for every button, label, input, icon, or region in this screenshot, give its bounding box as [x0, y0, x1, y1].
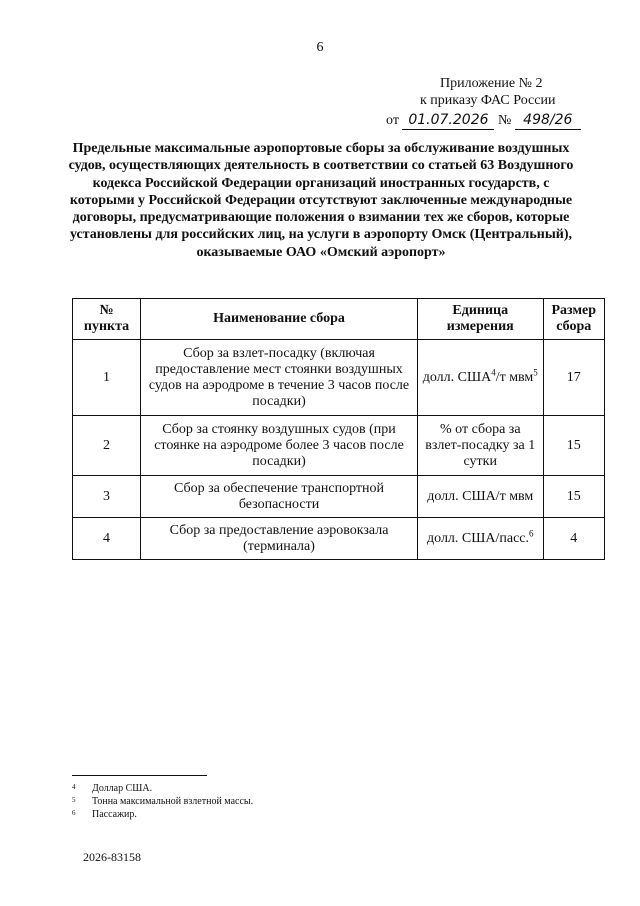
- from-label: от: [386, 113, 399, 128]
- document-title: Предельные максимальные аэропортовые сборы за обслуживание воздушных судов, осуществляющих деятельность в соответствии со статьей 63 Воздушного кодекса Российской Федерации организаций иностранных государств, с которыми у Российской Федерации отсутствуют заключенные международные договоры, предусматривающие положения о взимании тех же сборов, которые установлены для российских лиц, на услуги в аэропорту Омск (Центральный), оказываемые ОАО «Омский аэропорт»: [68, 141, 574, 260]
- table-header-row: [73, 299, 605, 340]
- header-name: Наименование сбора: [141, 299, 418, 340]
- table-row: [73, 518, 605, 560]
- cell-size: 17: [543, 340, 604, 416]
- header-num: № пункта: [73, 299, 141, 340]
- cell-name: Сбор за предоставление аэровокзала (терминала): [141, 518, 418, 560]
- cell-num: 2: [73, 416, 141, 476]
- appendix-date-number: [386, 112, 586, 130]
- appendix-order-ref: к приказу ФАС России: [420, 93, 556, 108]
- handwritten-date: 01.07.2026: [402, 112, 494, 130]
- footnote-item: [72, 808, 253, 821]
- header-size: Размер сбора: [543, 299, 604, 340]
- cell-size: 4: [543, 518, 604, 560]
- footnote-mark: 4: [72, 783, 76, 791]
- cell-name: Сбор за взлет-посадку (включая предоставление мест стоянки воздушных судов на аэродроме в течение 3 часов после посадки): [141, 340, 418, 416]
- table-row: [73, 340, 605, 416]
- footnote-mark: 6: [72, 809, 76, 817]
- footnote-divider: [72, 775, 207, 776]
- fees-table: [72, 298, 605, 560]
- handwritten-number: 498/26: [515, 112, 581, 130]
- cell-unit: % от сбора за взлет-посадку за 1 сутки: [417, 416, 543, 476]
- footnote-item: [72, 782, 253, 795]
- cell-size: 15: [543, 476, 604, 518]
- header-unit: Единица измерения: [417, 299, 543, 340]
- footnote-mark: 5: [72, 796, 76, 804]
- document-code: 2026-83158: [83, 850, 141, 864]
- footnote-text: Тонна максимальной взлетной массы.: [92, 796, 254, 807]
- footnotes: [72, 782, 253, 821]
- table-row: [73, 416, 605, 476]
- cell-unit: долл. США/т мвм: [417, 476, 543, 518]
- cell-name: Сбор за стоянку воздушных судов (при стоянке на аэродроме более 3 часов после посадки): [141, 416, 418, 476]
- cell-name: Сбор за обеспечение транспортной безопасности: [141, 476, 418, 518]
- cell-num: 1: [73, 340, 141, 416]
- cell-num: 3: [73, 476, 141, 518]
- cell-unit: долл. США$^4$/т мвм$^5$: [417, 340, 543, 416]
- footnote-text: Пассажир.: [92, 809, 137, 820]
- footnote-item: [72, 795, 253, 808]
- table-row: [73, 476, 605, 518]
- number-label: №: [497, 113, 512, 128]
- cell-unit: долл. США/пасс.$^6$: [417, 518, 543, 560]
- appendix-title: Приложение № 2: [440, 76, 543, 91]
- appendix-block: [386, 75, 586, 130]
- page-number: 6: [316, 40, 324, 55]
- cell-num: 4: [73, 518, 141, 560]
- cell-size: 15: [543, 416, 604, 476]
- footnote-text: Доллар США.: [92, 783, 153, 794]
